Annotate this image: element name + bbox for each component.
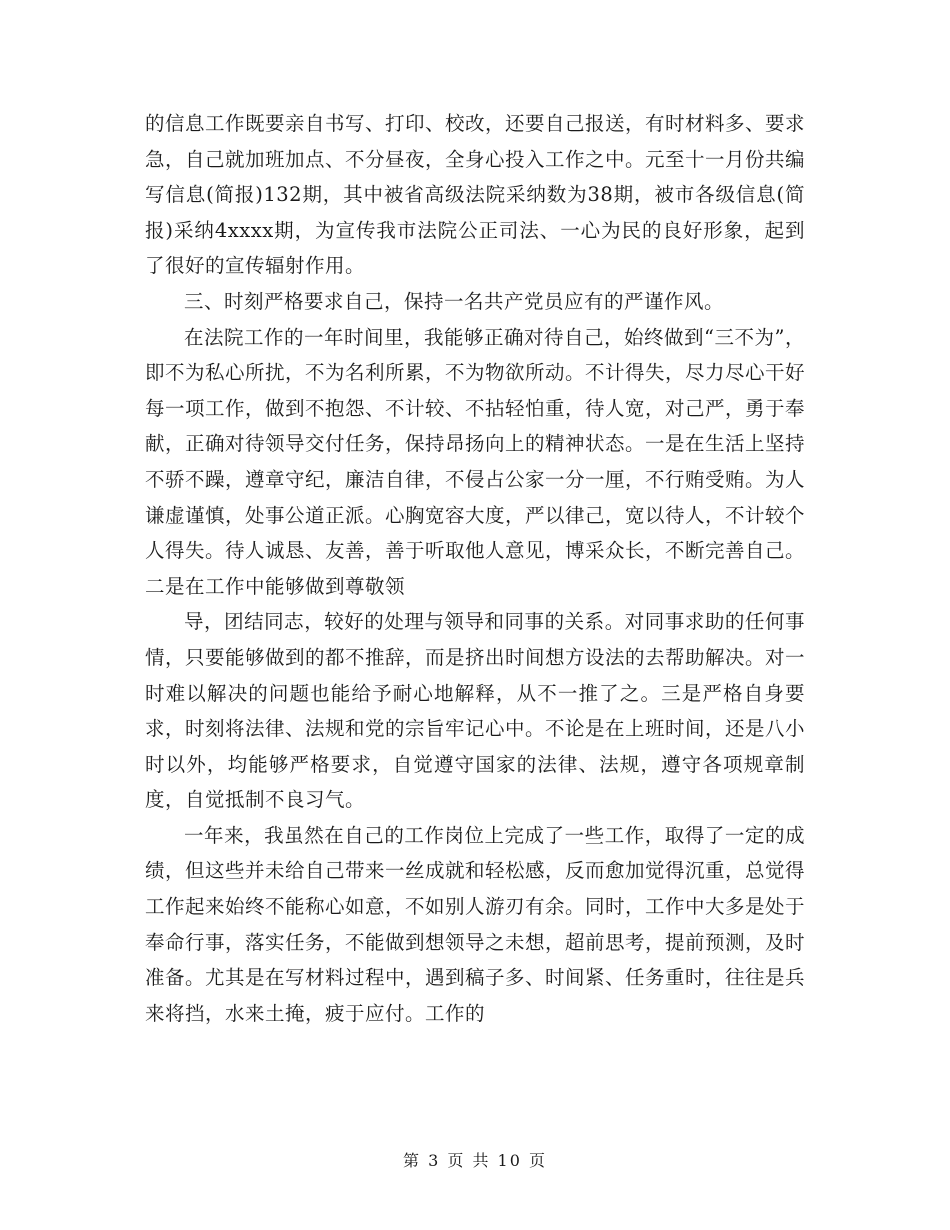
paragraph-4: 导，团结同志，较好的处理与领导和同事的关系。对同事求助的任何事情，只要能够做到的都不推辞，而是挤出时间想方设法的去帮助解决。对一时难以解决的问题也能给予耐心地解释，从不一推了之。三是严格自身要求，时刻将法律、法规和党的宗旨牢记心中。不论是在上班时间，还是八小时以外，均能够严格要求，自觉遵守国家的法律、法规，遵守各项规章制度，自觉抵制不良习气。 [145, 610, 806, 812]
paragraph-3: 在法院工作的一年时间里，我能够正确对待自己，始终做到“三不为”，即不为私心所扰，不为名利所累，不为物欲所动。不计得失，尽力尽心干好每一项工作，做到不抱怨、不计较、不拈轻怕重，待人宽，对己严，勇于奉献，正确对待领导交付任务，保持昂扬向上的精神状态。一是在生活上坚持不骄不躁，遵章守纪，廉洁自律，不侵占公家一分一厘，不行贿受贿。为人谦虚谨慎，处事公道正派。心胸宽容大度，严以律己，宽以待人，不计较个人得失。待人诚恳、友善，善于听取他人意见，博采众长，不断完善自己。二是在工作中能够做到尊敬领 [145, 325, 806, 598]
document-body [145, 106, 805, 1031]
paragraph-5: 一年来，我虽然在自己的工作岗位上完成了一些工作，取得了一定的成绩，但这些并未给自己带来一丝成就和轻松感，反而愈加觉得沉重，总觉得工作起来始终不能称心如意，不如别人游刃有余。同时，工作中大多是处于奉命行事，落实任务，不能做到想领导之未想，超前思考，提前预测，及时准备。尤其是在写材料过程中，遇到稿子多、时间紧、任务重时，往往是兵来将挡，水来土掩，疲于应付。工作的 [145, 823, 806, 1025]
paragraph-2-heading: 三、时刻严格要求自己，保持一名共产党员应有的严谨作风。 [184, 289, 725, 313]
paragraph-1: 的信息工作既要亲自书写、打印、校改，还要自己报送，有时材料多、要求急，自己就加班加点、不分昼夜，全身心投入工作之中。元至十一月份共编写信息(简报)132期，其中被省高级法院采纳数为38期，被市各级信息(简报)采纳4xxxx期，为宣传我市法院公正司法、一心为民的良好形象，起到了很好的宣传辐射作用。 [145, 112, 806, 278]
page-number-footer: 第 3 页 共 10 页 [403, 1151, 547, 1170]
